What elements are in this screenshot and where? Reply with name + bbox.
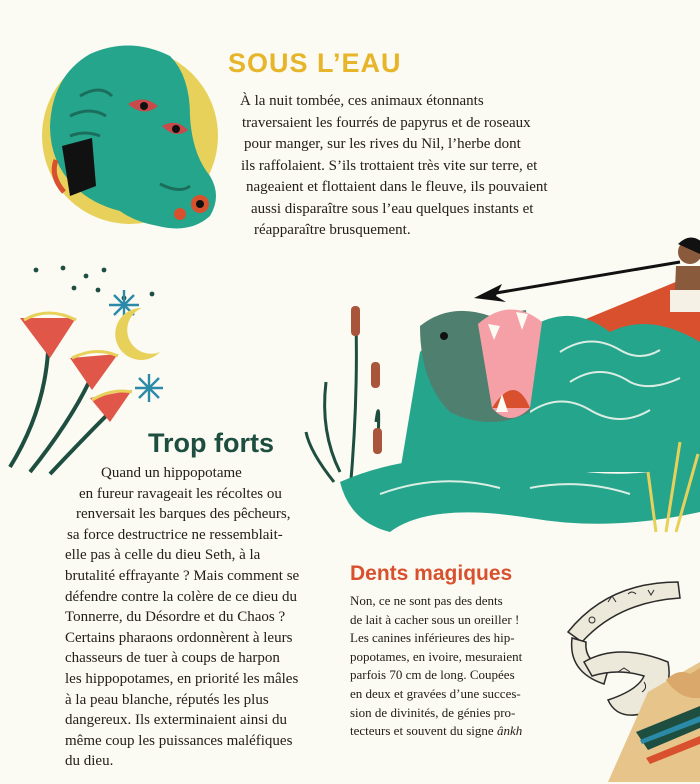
- ivory-wand-illustration: [548, 572, 700, 782]
- text-line: nageaient et flottaient dans le fleuve, ils pouvaient: [246, 179, 548, 195]
- text-line: chasseurs de tuer à coups de harpon: [65, 650, 280, 667]
- fisherman-figure: [670, 237, 700, 312]
- text-line: À la nuit tombée, ces animaux étonnants: [240, 93, 484, 109]
- star-icon: [135, 374, 163, 402]
- text-line: pour manger, sur les rives du Nil, l’herbe dont: [244, 136, 521, 152]
- reeds-illustration: [306, 322, 379, 492]
- text-line: même coup les puissances maléfiques: [65, 732, 293, 749]
- paragraph-sous-leau: [240, 91, 548, 242]
- section-title-sous-leau: SOUS L’EAU: [228, 48, 402, 78]
- hippo-river-illustration: [230, 232, 700, 542]
- text-line: Certains pharaons ordonnèrent à leurs: [65, 629, 293, 646]
- text-line: renversait les barques des pêcheurs,: [76, 506, 291, 523]
- section-title-trop-forts: Trop forts: [148, 428, 274, 458]
- text-line: popotames, en ivoire, mesuraient: [350, 648, 523, 664]
- hippo-head-illustration: [40, 36, 222, 242]
- text-line: traversaient les fourrés de papyrus et de roseaux: [242, 114, 531, 131]
- text-line: Non, ce ne sont pas des dents: [350, 593, 503, 608]
- text-line: parfois 70 cm de long. Coupées: [350, 667, 515, 683]
- papyrus-flowers-illustration: [0, 262, 170, 482]
- paragraph-dents-magiques: [350, 592, 522, 741]
- text-line: en deux et gravées d’une succes-: [350, 685, 521, 701]
- text-line: Quand un hippopotame: [101, 465, 242, 481]
- text-line: défendre contre la colère de ce dieu du: [65, 588, 297, 605]
- text-line: elle pas à celle du dieu Seth, à la: [65, 547, 261, 564]
- text-line: de lait à cacher sous un oreiller !: [350, 611, 520, 627]
- text-line: dangereux. Ils exterminaient ainsi du: [65, 712, 288, 729]
- section-title-dents-magiques: Dents magiques: [350, 562, 513, 585]
- text-line: brutalité effrayante ? Mais comment se: [65, 567, 300, 584]
- text-line: en fureur ravageait les récoltes ou: [79, 485, 282, 502]
- text-line: ils raffolaient. S’ils trottaient très vite sur terre, et: [241, 157, 538, 174]
- text-line: sion de divinités, de génies pro-: [350, 704, 516, 720]
- text-line: réapparaître brusquement.: [254, 222, 411, 238]
- text-line: sa force destructrice ne ressemblait-: [67, 526, 283, 543]
- text-line: Les canines inférieures des hip-: [350, 630, 515, 646]
- moon-icon: [115, 308, 160, 360]
- ankh-word: ânkh: [496, 723, 523, 739]
- text-line: à la peau blanche, réputés les plus: [65, 691, 269, 708]
- text-line-last: [350, 722, 522, 741]
- text-line: du dieu.: [65, 753, 114, 770]
- text-line: aussi disparaître sous l’eau quelques instants et: [251, 200, 534, 217]
- text-line: Tonnerre, du Désordre et du Chaos ?: [65, 609, 286, 626]
- text-line-start: tecteurs et souvent du signe: [350, 723, 494, 739]
- text-line: les hippopotames, en priorité les mâles: [65, 670, 299, 687]
